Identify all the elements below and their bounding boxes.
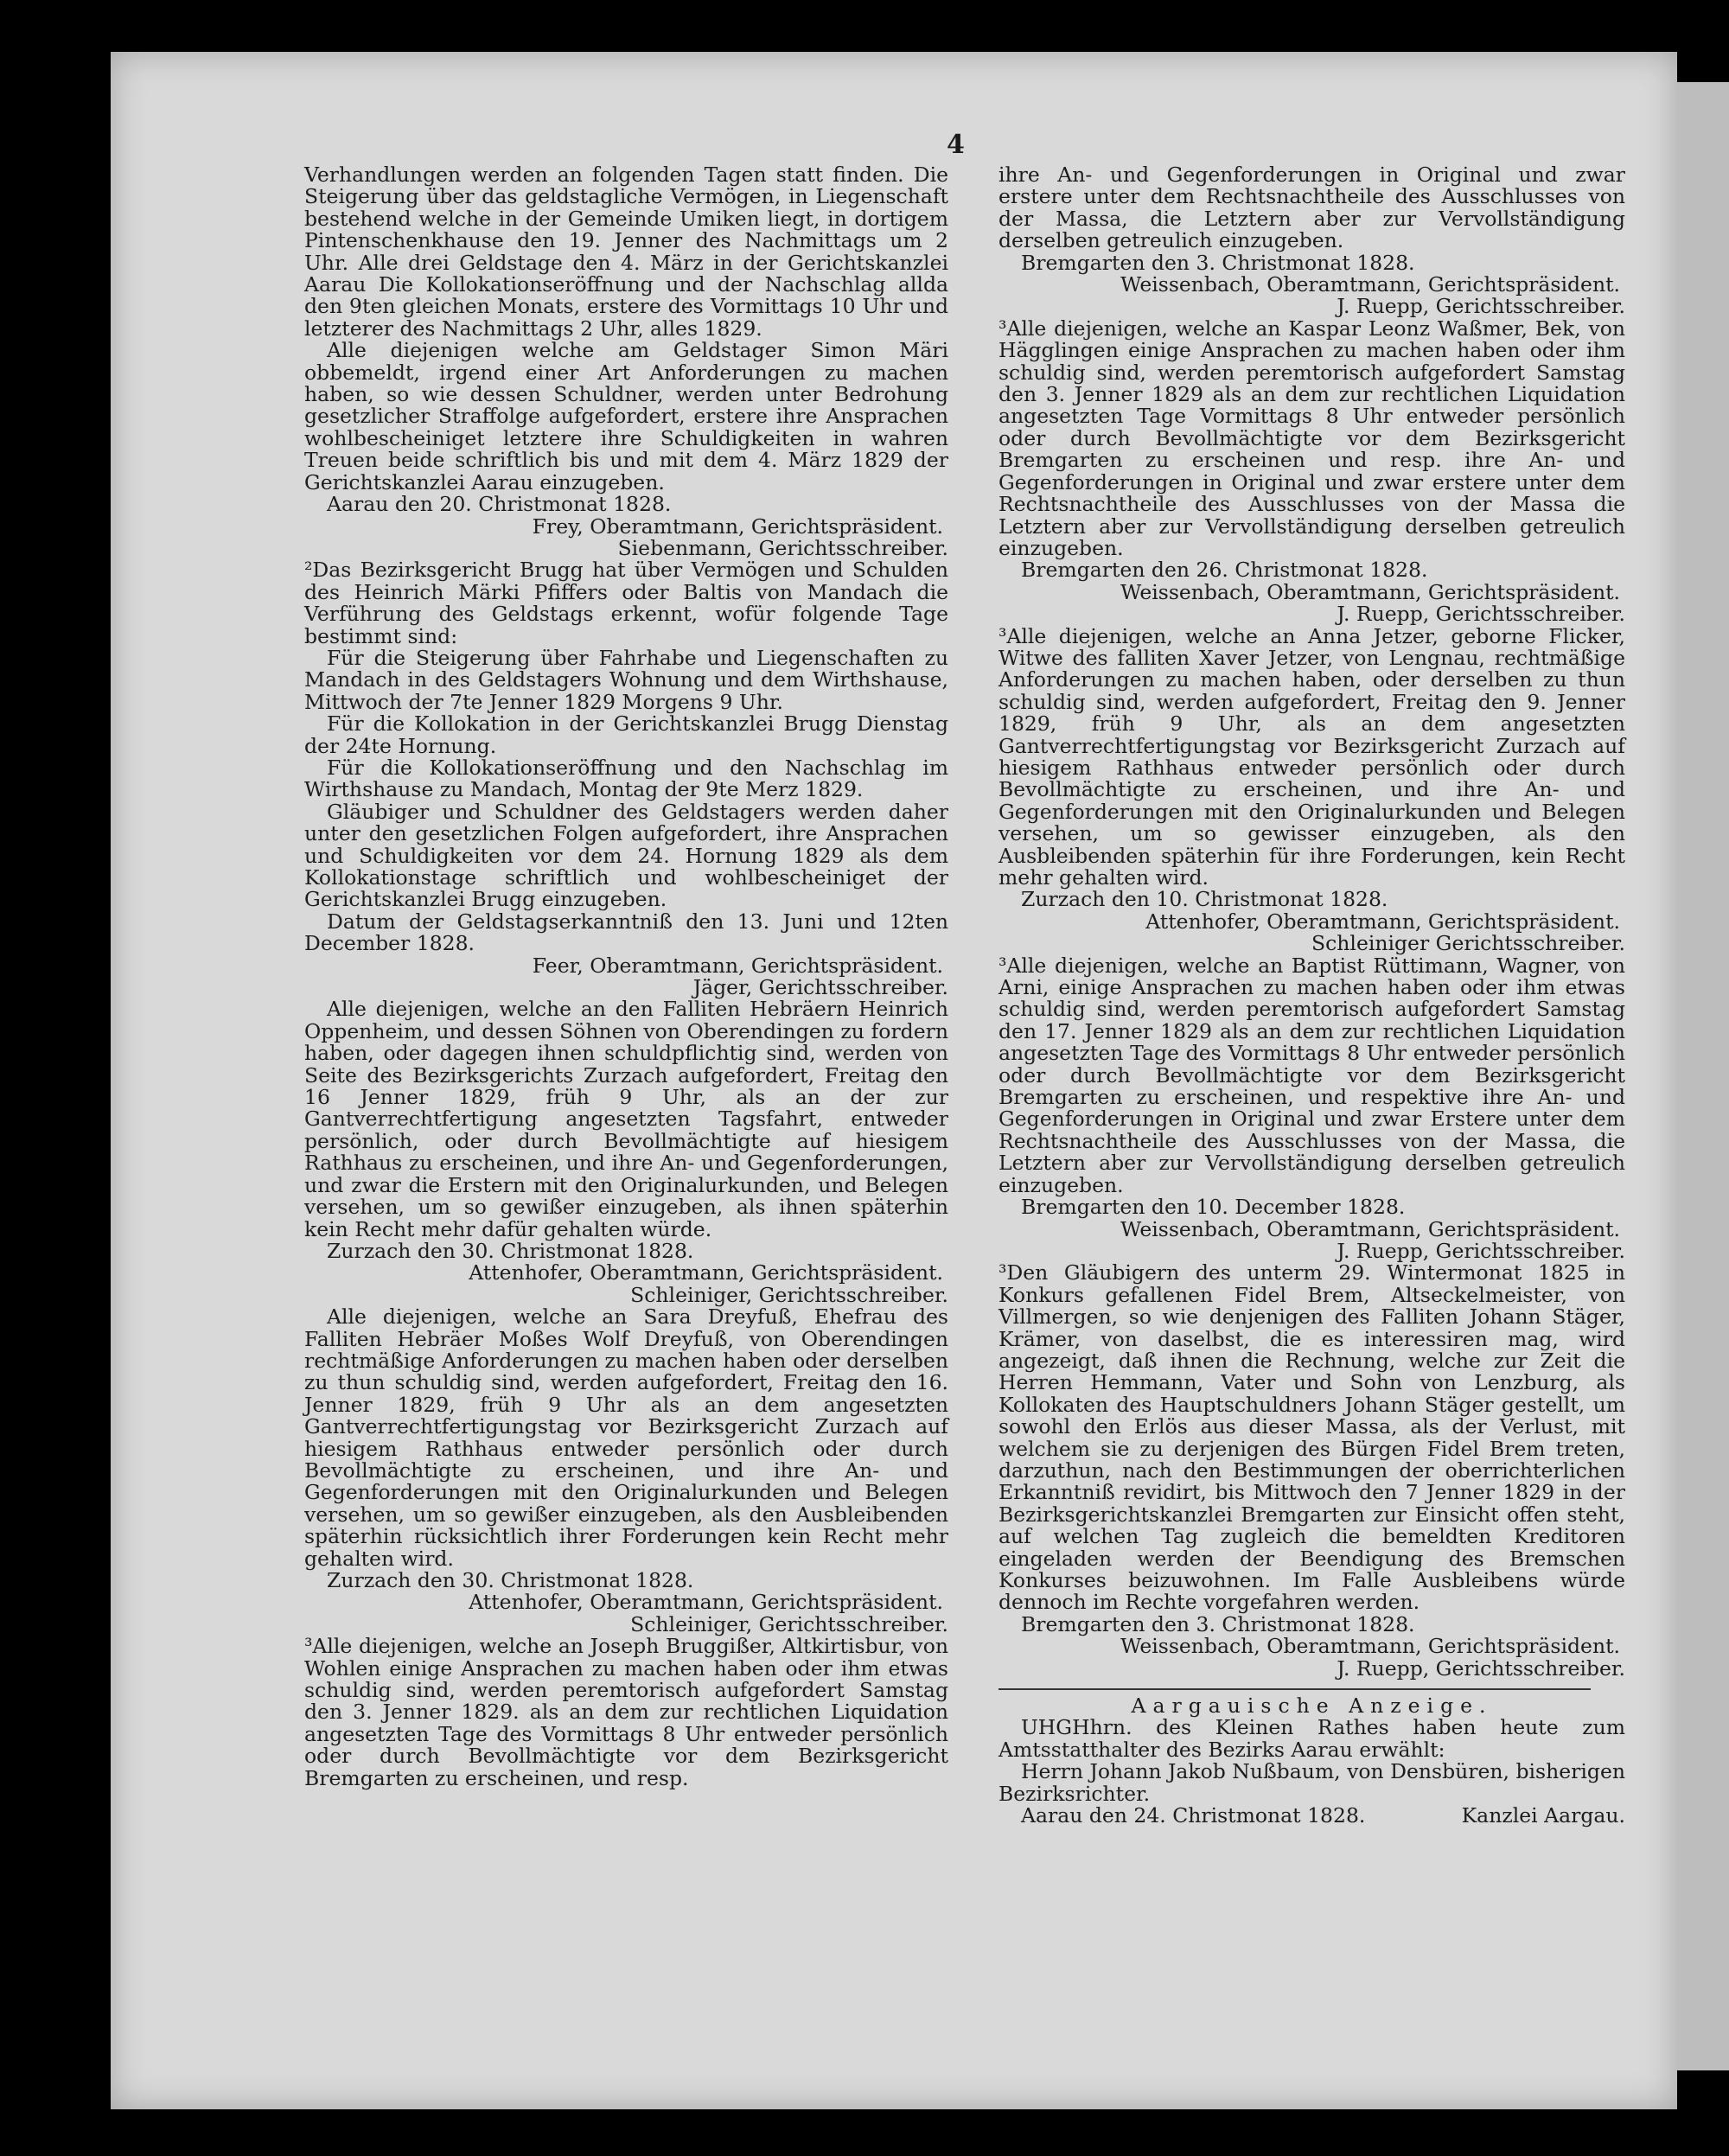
notice-text: Für die Kollokationseröffnung und den Nachschlag im Wirthshause zu Mandach, Montag der 9te Merz 1829. — [304, 755, 948, 802]
notice-signature: Weissenbach, Oberamtmann, Gerichtspräsident. — [1120, 272, 1620, 297]
notice-place-date: Bremgarten den 26. Christmonat 1828. — [1021, 558, 1428, 583]
notice-text: ³Alle diejenigen, welche an Anna Jetzer, geborne Flicker, Witwe des falliten Xaver Jetzer, von Lengnau, rechtmäßige Anforderungen zu machen haben, oder derselben zu thun schuldig sind, werden aufgefordert, Freitag den 9. Jenner 1829, früh 9 Uhr, als an dem angesetzten Gantverrechtfertigungstag vor Bezirksgericht Zurzach auf hiesigem Rathhaus entweder persönlich oder durch Bevollmächtigte zu erscheinen, und ihre An- und Gegenforderungen mit den Originalurkunden und Belegen versehen, um so gewisser einzugeben, als den Ausbleibenden späterhin für ihre Forderungen, kein Recht mehr gehalten wird. — [998, 623, 1625, 890]
notice-text: Verhandlungen werden an folgenden Tagen statt finden. Die Steigerung über das geldstagliche Vermögen, in Liegenschaft bestehend welche in der Gemeinde Umiken liegt, in dortigem Pintenschenkhause den 19. Jenner des Nachmittags um 2 Uhr. Alle drei Geldstage den 4. März in der Gerichtskanzlei Aarau Die Kollokationseröffnung und der Nachschlag allda den 9ten gleichen Monats, erstere des Vormittags 10 Uhr und letzterer des Nachmittags 2 Uhr, alles 1829. — [304, 163, 948, 341]
notice-signature: Weissenbach, Oberamtmann, Gerichtspräsident. — [1120, 579, 1620, 604]
notice-place-date: Zurzach den 30. Christmonat 1828. — [327, 1238, 694, 1263]
notice-signature: Jäger, Gerichtsschreiber. — [692, 975, 948, 1000]
right-column — [998, 164, 1625, 1827]
notice-place-date: Aarau den 20. Christmonat 1828. — [327, 492, 672, 517]
notice-text: ihre An- und Gegenforderungen in Original und zwar erstere unter dem Rechtsnachtheile des Ausschlusses von der Massa, die Letztern aber zur Vervollständigung derselben getreulich einzugeben. — [998, 163, 1625, 253]
notice-signature: J. Ruepp, Gerichtsschreiber. — [1337, 602, 1625, 627]
announcement-place-date: Aarau den 24. Christmonat 1828. — [1021, 1803, 1366, 1828]
notice-signature: Feer, Oberamtmann, Gerichtspräsident. — [532, 953, 943, 978]
notice-place-date: Bremgarten den 3. Christmonat 1828. — [1021, 1611, 1415, 1636]
notice-place-date: Datum der Geldstagserkanntniß den 13. Juni und 12ten December 1828. — [304, 909, 948, 956]
notice-signature: J. Ruepp, Gerichtsschreiber. — [1337, 1238, 1625, 1263]
notice-place-date: Zurzach den 30. Christmonat 1828. — [327, 1568, 694, 1592]
notice-place-date: Bremgarten den 3. Christmonat 1828. — [1021, 250, 1415, 275]
notice-text: Gläubiger und Schuldner des Geldstagers werden daher unter den gesetzlichen Folgen aufgefordert, ihre Ansprachen und Schuldigkeiten vor dem 24. Hornung 1829 als dem Kollokationstage schriftlich und wohlbescheiniget der Gerichtskanzlei Brugg einzugeben. — [304, 799, 948, 912]
notice-text: ³Alle diejenigen, welche an Kaspar Leonz Waßmer, Bek, von Hägglingen einige Ansprachen zu machen haben oder ihm schuldig sind, werden peremtorisch aufgefordert Samstag den 3. Jenner 1829 als an dem zur rechtlichen Liquidation angesetzten Tage Vormittags 8 Uhr entweder persönlich oder durch Bevollmächtigte vor dem Bezirksgericht Bremgarten zu erscheinen und resp. ihre An- und Gegenforderungen in Original und zwar erstere unter dem Rechtsnachtheile des Ausschlusses von der Massa die Letztern aber zur Vervollständigung derselben getreulich einzugeben. — [998, 316, 1625, 560]
announcement-footer — [998, 1805, 1625, 1827]
notice-signature: Weissenbach, Oberamtmann, Gerichtspräsident. — [1120, 1634, 1620, 1659]
announcement-heading: Aargauische Anzeige. — [1131, 1694, 1493, 1719]
notice-signature: J. Ruepp, Gerichtsschreiber. — [1337, 1655, 1625, 1681]
notice-signature: Attenhofer, Oberamtmann, Gerichtspräsident. — [469, 1260, 943, 1285]
notice-text: Für die Kollokation in der Gerichtskanzlei Brugg Dienstag der 24te Hornung. — [304, 711, 948, 758]
notice-text: Alle diejenigen welche am Geldstager Simon Märi obbemeldt, irgend einer Art Anforderungen zu machen haben, so wie dessen Schuldner, werden unter Bedrohung gesetzlicher Straffolge aufgefordert, erstere ihre Ansprachen wohlbescheiniget letztere ihre Schuldigkeiten in wahren Treuen beide schriftlich bis und mit dem 4. März 1829 der Gerichtskanzlei Aarau einzugeben. — [304, 338, 948, 494]
notice-signature: Frey, Oberamtmann, Gerichtspräsident. — [532, 513, 943, 539]
notice-text: Alle diejenigen, welche an den Falliten Hebräern Heinrich Oppenheim, und dessen Söhnen von Oberendingen zu fordern haben, oder dagegen ihnen schuldpflichtig sind, werden von Seite des Bezirksgerichts Zurzach aufgefordert, Freitag den 16 Jenner 1829, früh 9 Uhr, als an der zur Gantverrechtfertigung angesetzten Tagsfahrt, entweder persönlich, oder durch Bevollmächtigte auf hiesigem Rathhaus zu erscheinen, und ihre An- und Gegenforderungen, und zwar die Erstern mit den Originalurkunden, und Belegen versehen, um so gewißer einzugeben, als ihnen späterhin kein Recht mehr dafür gehalten würde. — [304, 997, 948, 1241]
notice-text: ²Das Bezirksgericht Brugg hat über Vermögen und Schulden des Heinrich Märki Pfiffers oder Baltis von Mandach die Verführung des Geldstags erkennt, wofür folgende Tage bestimmt sind: — [304, 558, 948, 648]
notice-signature: Siebenmann, Gerichtsschreiber. — [617, 535, 948, 560]
notice-signature: Weissenbach, Oberamtmann, Gerichtspräsident. — [1120, 1216, 1620, 1241]
notice-signature: Schleiniger, Gerichtsschreiber. — [630, 1282, 948, 1307]
announcement-text: UHGHhrn. des Kleinen Rathes haben heute zum Amtsstatthalter des Bezirks Aarau erwählt: — [998, 1715, 1625, 1762]
notice-text: ³Alle diejenigen, welche an Baptist Rüttimann, Wagner, von Arni, einige Ansprachen zu machen haben oder ihm etwas schuldig sind, werden peremtorisch aufgefordert Samstag den 17. Jenner 1829 als an dem zur rechtlichen Liquidation angesetzten Tage des Vormittags 8 Uhr entweder persönlich oder durch Bevollmächtigte vor dem Bezirksgericht Bremgarten zu erscheinen, und respektive ihre An- und Gegenforderungen in Original und zwar Erstere unter dem Rechtsnachtheile des Ausschlusses von der Massa, die Letztern aber zur Vervollständigung derselben getreulich einzugeben. — [998, 953, 1625, 1197]
notice-place-date: Bremgarten den 10. December 1828. — [1021, 1195, 1406, 1220]
announcement-person: Herrn Johann Jakob Nußbaum, von Densbüren, bisherigen Bezirksrichter. — [998, 1759, 1625, 1806]
announcement-office: Kanzlei Aargau. — [1461, 1803, 1625, 1828]
notice-signature: Attenhofer, Oberamtmann, Gerichtspräsident. — [469, 1590, 943, 1615]
notice-signature: Attenhofer, Oberamtmann, Gerichtspräsident. — [1145, 909, 1620, 934]
notice-signature: Schleiniger Gerichtsschreiber. — [1311, 931, 1625, 956]
notice-text: Alle diejenigen, welche an Sara Dreyfuß, Ehefrau des Falliten Hebräer Moßes Wolf Dreyfuß, von Oberendingen rechtmäßige Anforderungen zu machen haben oder derselben zu thun schuldig sind, werden aufgefordert, Freitag den 16. Jenner 1829, früh 9 Uhr als an dem angesetzten Gantverrechtfertigungstag vor Bezirksgericht Zurzach auf hiesigem Rathhaus entweder persönlich oder durch Bevollmächtigte zu erscheinen, und ihre An- und Gegenforderungen mit den Originalurkunden und Belegen versehen, um so gewißer einzugeben, als den Ausbleibenden späterhin rücksichtlich ihrer Forderungen kein Recht mehr gehalten wird. — [304, 1304, 948, 1571]
notice-place-date: Zurzach den 10. Christmonat 1828. — [1021, 887, 1388, 912]
notice-signature: J. Ruepp, Gerichtsschreiber. — [1337, 294, 1625, 319]
left-column — [304, 164, 948, 1789]
page-number: 4 — [947, 130, 965, 160]
notice-text: ³Den Gläubigern des unterm 29. Wintermonat 1825 in Konkurs gefallenen Fidel Brem, Altseckelmeister, von Villmergen, so wie denjenigen des Falliten Johann Stäger, Krämer, von daselbst, die es interessiren mag, wird angezeigt, daß ihnen die Rechnung, welche zur Zeit die Herren Hemmann, Vater und Sohn von Lenzburg, als Kollokaten des Hauptschuldners Johann Stäger gestellt, um sowohl den Erlös aus dieser Massa, als der Verlust, mit welchem sie zu derjenigen des Bürgen Fidel Brem treten, darzuthun, nach den Bestimmungen der oberrichterlichen Erkanntniß revidirt, bis Mittwoch den 7 Jenner 1829 in der Bezirksgerichtskanzlei Bremgarten zur Einsicht offen steht, auf welchen Tag zugleich die bemeldten Kreditoren eingeladen werden der Beendigung des Bremschen Konkurses beizuwohnen. Im Falle Ausbleibens würde dennoch im Rechte vorgefahren werden. — [998, 1260, 1625, 1615]
notice-text: Für die Steigerung über Fahrhabe und Liegenschaften zu Mandach in des Geldstagers Wohnung und dem Wirthshause, Mittwoch der 7te Jenner 1829 Morgens 9 Uhr. — [304, 645, 948, 714]
section-divider — [998, 1688, 1591, 1690]
notice-text: ³Alle diejenigen, welche an Joseph Bruggißer, Altkirtisbur, von Wohlen einige Ansprachen zu machen haben oder ihm etwas schuldig sind, werden peremtorisch aufgefordert Samstag den 3. Jenner 1829. als an dem zur rechtlichen Liquidation angesetzten Tage des Vormittags 8 Uhr entweder persönlich oder durch Bevollmächtigte vor dem Bezirksgericht Bremgarten zu erscheinen, und resp. — [304, 1634, 948, 1790]
notice-signature: Schleiniger, Gerichtsschreiber. — [630, 1611, 948, 1636]
